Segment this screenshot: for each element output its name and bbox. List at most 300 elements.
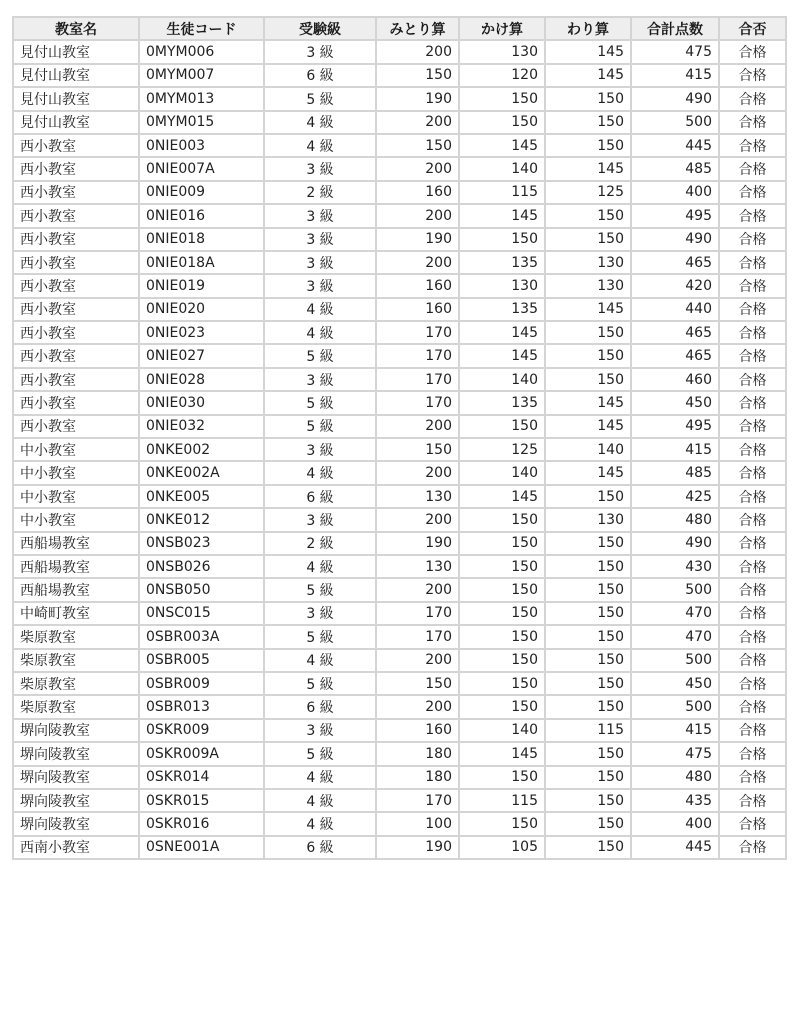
table-row [13,695,786,718]
table-row [13,274,786,297]
table-row [13,157,786,180]
table-row [13,415,786,438]
total-score-cell: 440 [631,298,719,321]
exam-grade-cell: 5 級 [264,742,376,765]
result-cell: 合格 [719,789,786,812]
classroom-cell: 西船場教室 [13,532,139,555]
mitori-score-cell: 180 [376,742,459,765]
mitori-score-cell: 170 [376,321,459,344]
student-code-cell: 0NSB026 [139,555,264,578]
exam-grade-cell: 6 級 [264,485,376,508]
table-row [13,321,786,344]
division-score-cell: 125 [545,181,631,204]
multiplication-score-cell: 150 [459,532,545,555]
total-score-cell: 465 [631,344,719,367]
total-score-cell: 500 [631,578,719,601]
mitori-score-cell: 190 [376,228,459,251]
exam-grade-cell: 3 級 [264,602,376,625]
mitori-score-cell: 200 [376,508,459,531]
classroom-cell: 中崎町教室 [13,602,139,625]
total-score-cell: 445 [631,134,719,157]
table-row [13,602,786,625]
header-row [13,17,786,40]
table-row [13,344,786,367]
exam-grade-cell: 4 級 [264,766,376,789]
multiplication-score-cell: 150 [459,508,545,531]
multiplication-score-cell: 130 [459,40,545,63]
table-row [13,228,786,251]
result-cell: 合格 [719,555,786,578]
classroom-cell: 中小教室 [13,485,139,508]
table-row [13,508,786,531]
student-code-cell: 0SKR016 [139,812,264,835]
exam-grade-cell: 3 級 [264,368,376,391]
total-score-cell: 415 [631,64,719,87]
total-score-cell: 485 [631,461,719,484]
exam-grade-cell: 2 級 [264,181,376,204]
multiplication-score-cell: 130 [459,274,545,297]
result-cell: 合格 [719,695,786,718]
mitori-score-cell: 150 [376,134,459,157]
student-code-cell: 0NIE032 [139,415,264,438]
exam-grade-cell: 3 級 [264,508,376,531]
multiplication-score-cell: 145 [459,485,545,508]
table-row [13,111,786,134]
multiplication-score-cell: 150 [459,625,545,648]
total-score-cell: 450 [631,672,719,695]
exam-grade-cell: 5 級 [264,578,376,601]
result-cell: 合格 [719,578,786,601]
classroom-cell: 柴原教室 [13,672,139,695]
student-code-cell: 0SBR013 [139,695,264,718]
total-score-cell: 480 [631,766,719,789]
mitori-score-cell: 200 [376,157,459,180]
mitori-score-cell: 170 [376,368,459,391]
total-score-cell: 500 [631,695,719,718]
multiplication-score-cell: 125 [459,438,545,461]
division-score-cell: 150 [545,111,631,134]
table-row [13,251,786,274]
multiplication-score-cell: 150 [459,228,545,251]
division-score-cell: 150 [545,695,631,718]
exam-grade-cell: 4 級 [264,111,376,134]
table-row [13,555,786,578]
multiplication-score-cell: 150 [459,415,545,438]
mitori-score-cell: 200 [376,578,459,601]
result-cell: 合格 [719,836,786,859]
table-row [13,789,786,812]
division-score-cell: 130 [545,508,631,531]
classroom-cell: 柴原教室 [13,625,139,648]
mitori-score-cell: 160 [376,274,459,297]
column-header-mitori: みとり算 [376,17,459,40]
multiplication-score-cell: 135 [459,298,545,321]
total-score-cell: 475 [631,742,719,765]
student-code-cell: 0SKR014 [139,766,264,789]
student-code-cell: 0SBR005 [139,649,264,672]
result-cell: 合格 [719,251,786,274]
division-score-cell: 150 [545,204,631,227]
result-cell: 合格 [719,719,786,742]
division-score-cell: 150 [545,134,631,157]
total-score-cell: 495 [631,415,719,438]
exam-grade-cell: 3 級 [264,438,376,461]
division-score-cell: 145 [545,461,631,484]
result-cell: 合格 [719,64,786,87]
total-score-cell: 465 [631,251,719,274]
classroom-cell: 堺向陵教室 [13,719,139,742]
exam-grade-cell: 3 級 [264,274,376,297]
student-code-cell: 0NIE016 [139,204,264,227]
mitori-score-cell: 150 [376,438,459,461]
table-row [13,836,786,859]
multiplication-score-cell: 140 [459,719,545,742]
student-code-cell: 0SKR009 [139,719,264,742]
division-score-cell: 150 [545,649,631,672]
mitori-score-cell: 170 [376,602,459,625]
division-score-cell: 145 [545,391,631,414]
classroom-cell: 堺向陵教室 [13,789,139,812]
multiplication-score-cell: 140 [459,461,545,484]
mitori-score-cell: 190 [376,532,459,555]
student-code-cell: 0MYM006 [139,40,264,63]
table-row [13,40,786,63]
total-score-cell: 480 [631,508,719,531]
student-code-cell: 0NSB050 [139,578,264,601]
total-score-cell: 490 [631,228,719,251]
student-code-cell: 0NKE002A [139,461,264,484]
mitori-score-cell: 170 [376,391,459,414]
multiplication-score-cell: 150 [459,672,545,695]
table-row [13,64,786,87]
table-row [13,812,786,835]
exam-results-table [12,16,787,860]
result-cell: 合格 [719,391,786,414]
division-score-cell: 150 [545,87,631,110]
student-code-cell: 0NKE002 [139,438,264,461]
table-row [13,87,786,110]
total-score-cell: 425 [631,485,719,508]
classroom-cell: 堺向陵教室 [13,812,139,835]
classroom-cell: 見付山教室 [13,87,139,110]
exam-grade-cell: 3 級 [264,719,376,742]
classroom-cell: 中小教室 [13,461,139,484]
student-code-cell: 0NKE005 [139,485,264,508]
result-cell: 合格 [719,766,786,789]
division-score-cell: 150 [545,602,631,625]
exam-grade-cell: 3 級 [264,251,376,274]
mitori-score-cell: 130 [376,485,459,508]
division-score-cell: 150 [545,625,631,648]
total-score-cell: 435 [631,789,719,812]
exam-grade-cell: 3 級 [264,228,376,251]
total-score-cell: 400 [631,812,719,835]
mitori-score-cell: 160 [376,298,459,321]
classroom-cell: 西小教室 [13,204,139,227]
student-code-cell: 0MYM007 [139,64,264,87]
classroom-cell: 西小教室 [13,415,139,438]
multiplication-score-cell: 135 [459,391,545,414]
division-score-cell: 145 [545,64,631,87]
exam-grade-cell: 4 級 [264,789,376,812]
total-score-cell: 490 [631,532,719,555]
exam-grade-cell: 4 級 [264,649,376,672]
mitori-score-cell: 190 [376,87,459,110]
classroom-cell: 西小教室 [13,228,139,251]
table-row [13,181,786,204]
result-cell: 合格 [719,111,786,134]
total-score-cell: 415 [631,719,719,742]
student-code-cell: 0NIE007A [139,157,264,180]
classroom-cell: 堺向陵教室 [13,742,139,765]
exam-grade-cell: 5 級 [264,391,376,414]
multiplication-score-cell: 145 [459,204,545,227]
result-cell: 合格 [719,344,786,367]
multiplication-score-cell: 150 [459,555,545,578]
total-score-cell: 400 [631,181,719,204]
multiplication-score-cell: 105 [459,836,545,859]
result-cell: 合格 [719,87,786,110]
exam-grade-cell: 3 級 [264,157,376,180]
student-code-cell: 0NIE018A [139,251,264,274]
result-cell: 合格 [719,625,786,648]
total-score-cell: 450 [631,391,719,414]
total-score-cell: 420 [631,274,719,297]
column-header-exam-grade: 受験級 [264,17,376,40]
total-score-cell: 460 [631,368,719,391]
mitori-score-cell: 170 [376,625,459,648]
classroom-cell: 西小教室 [13,274,139,297]
division-score-cell: 150 [545,836,631,859]
division-score-cell: 150 [545,742,631,765]
classroom-cell: 西小教室 [13,344,139,367]
table-row [13,625,786,648]
exam-grade-cell: 6 級 [264,695,376,718]
classroom-cell: 西小教室 [13,298,139,321]
division-score-cell: 145 [545,298,631,321]
exam-grade-cell: 4 級 [264,461,376,484]
multiplication-score-cell: 115 [459,789,545,812]
multiplication-score-cell: 150 [459,812,545,835]
table-row [13,368,786,391]
column-header-division: わり算 [545,17,631,40]
column-header-student-code: 生徒コード [139,17,264,40]
exam-grade-cell: 3 級 [264,204,376,227]
column-header-total: 合計点数 [631,17,719,40]
total-score-cell: 445 [631,836,719,859]
mitori-score-cell: 200 [376,204,459,227]
result-cell: 合格 [719,532,786,555]
total-score-cell: 495 [631,204,719,227]
classroom-cell: 見付山教室 [13,40,139,63]
division-score-cell: 150 [545,766,631,789]
student-code-cell: 0SBR003A [139,625,264,648]
classroom-cell: 西小教室 [13,391,139,414]
student-code-cell: 0NIE003 [139,134,264,157]
multiplication-score-cell: 115 [459,181,545,204]
table-row [13,578,786,601]
division-score-cell: 150 [545,344,631,367]
result-cell: 合格 [719,134,786,157]
exam-grade-cell: 6 級 [264,836,376,859]
table-row [13,649,786,672]
result-cell: 合格 [719,649,786,672]
classroom-cell: 柴原教室 [13,649,139,672]
exam-grade-cell: 5 級 [264,344,376,367]
division-score-cell: 145 [545,415,631,438]
division-score-cell: 150 [545,321,631,344]
table-row [13,742,786,765]
multiplication-score-cell: 150 [459,602,545,625]
multiplication-score-cell: 150 [459,695,545,718]
multiplication-score-cell: 150 [459,578,545,601]
exam-grade-cell: 3 級 [264,40,376,63]
division-score-cell: 150 [545,789,631,812]
result-cell: 合格 [719,508,786,531]
table-row [13,766,786,789]
mitori-score-cell: 170 [376,789,459,812]
mitori-score-cell: 200 [376,111,459,134]
total-score-cell: 500 [631,649,719,672]
result-cell: 合格 [719,672,786,695]
total-score-cell: 485 [631,157,719,180]
classroom-cell: 西船場教室 [13,578,139,601]
multiplication-score-cell: 145 [459,321,545,344]
student-code-cell: 0SKR015 [139,789,264,812]
mitori-score-cell: 150 [376,64,459,87]
mitori-score-cell: 200 [376,251,459,274]
total-score-cell: 415 [631,438,719,461]
division-score-cell: 150 [545,578,631,601]
classroom-cell: 柴原教室 [13,695,139,718]
classroom-cell: 西小教室 [13,251,139,274]
classroom-cell: 西小教室 [13,368,139,391]
division-score-cell: 150 [545,485,631,508]
table-row [13,134,786,157]
total-score-cell: 470 [631,602,719,625]
exam-grade-cell: 4 級 [264,812,376,835]
exam-grade-cell: 4 級 [264,298,376,321]
classroom-cell: 西南小教室 [13,836,139,859]
result-cell: 合格 [719,368,786,391]
mitori-score-cell: 200 [376,649,459,672]
total-score-cell: 475 [631,40,719,63]
student-code-cell: 0NIE009 [139,181,264,204]
exam-grade-cell: 6 級 [264,64,376,87]
result-cell: 合格 [719,602,786,625]
division-score-cell: 150 [545,368,631,391]
classroom-cell: 見付山教室 [13,111,139,134]
division-score-cell: 130 [545,274,631,297]
exam-grade-cell: 5 級 [264,87,376,110]
mitori-score-cell: 150 [376,672,459,695]
result-cell: 合格 [719,157,786,180]
multiplication-score-cell: 135 [459,251,545,274]
result-cell: 合格 [719,228,786,251]
total-score-cell: 500 [631,111,719,134]
multiplication-score-cell: 145 [459,742,545,765]
exam-grade-cell: 4 級 [264,555,376,578]
result-cell: 合格 [719,321,786,344]
table-row [13,204,786,227]
total-score-cell: 465 [631,321,719,344]
table-row [13,298,786,321]
student-code-cell: 0SKR009A [139,742,264,765]
exam-grade-cell: 4 級 [264,321,376,344]
column-header-classroom: 教室名 [13,17,139,40]
exam-grade-cell: 2 級 [264,532,376,555]
exam-grade-cell: 4 級 [264,134,376,157]
student-code-cell: 0NIE028 [139,368,264,391]
multiplication-score-cell: 145 [459,134,545,157]
mitori-score-cell: 160 [376,181,459,204]
result-cell: 合格 [719,274,786,297]
division-score-cell: 150 [545,532,631,555]
student-code-cell: 0SBR009 [139,672,264,695]
multiplication-score-cell: 140 [459,157,545,180]
table-row [13,719,786,742]
total-score-cell: 470 [631,625,719,648]
classroom-cell: 中小教室 [13,438,139,461]
classroom-cell: 見付山教室 [13,64,139,87]
multiplication-score-cell: 150 [459,649,545,672]
student-code-cell: 0NSB023 [139,532,264,555]
result-cell: 合格 [719,204,786,227]
multiplication-score-cell: 150 [459,87,545,110]
result-cell: 合格 [719,742,786,765]
student-code-cell: 0NSC015 [139,602,264,625]
division-score-cell: 115 [545,719,631,742]
mitori-score-cell: 160 [376,719,459,742]
student-code-cell: 0NKE012 [139,508,264,531]
student-code-cell: 0NIE023 [139,321,264,344]
exam-grade-cell: 5 級 [264,672,376,695]
mitori-score-cell: 200 [376,695,459,718]
classroom-cell: 西小教室 [13,134,139,157]
multiplication-score-cell: 120 [459,64,545,87]
result-cell: 合格 [719,812,786,835]
student-code-cell: 0NIE020 [139,298,264,321]
mitori-score-cell: 130 [376,555,459,578]
classroom-cell: 中小教室 [13,508,139,531]
division-score-cell: 140 [545,438,631,461]
student-code-cell: 0NIE030 [139,391,264,414]
division-score-cell: 130 [545,251,631,274]
multiplication-score-cell: 150 [459,111,545,134]
division-score-cell: 145 [545,40,631,63]
total-score-cell: 430 [631,555,719,578]
division-score-cell: 145 [545,157,631,180]
classroom-cell: 西小教室 [13,181,139,204]
multiplication-score-cell: 140 [459,368,545,391]
result-cell: 合格 [719,40,786,63]
student-code-cell: 0NIE027 [139,344,264,367]
result-cell: 合格 [719,415,786,438]
table-row [13,461,786,484]
student-code-cell: 0NIE019 [139,274,264,297]
classroom-cell: 堺向陵教室 [13,766,139,789]
classroom-cell: 西小教室 [13,157,139,180]
result-cell: 合格 [719,438,786,461]
result-cell: 合格 [719,485,786,508]
result-cell: 合格 [719,298,786,321]
table-row [13,438,786,461]
table-row [13,672,786,695]
result-cell: 合格 [719,461,786,484]
mitori-score-cell: 170 [376,344,459,367]
mitori-score-cell: 200 [376,415,459,438]
table-row [13,485,786,508]
